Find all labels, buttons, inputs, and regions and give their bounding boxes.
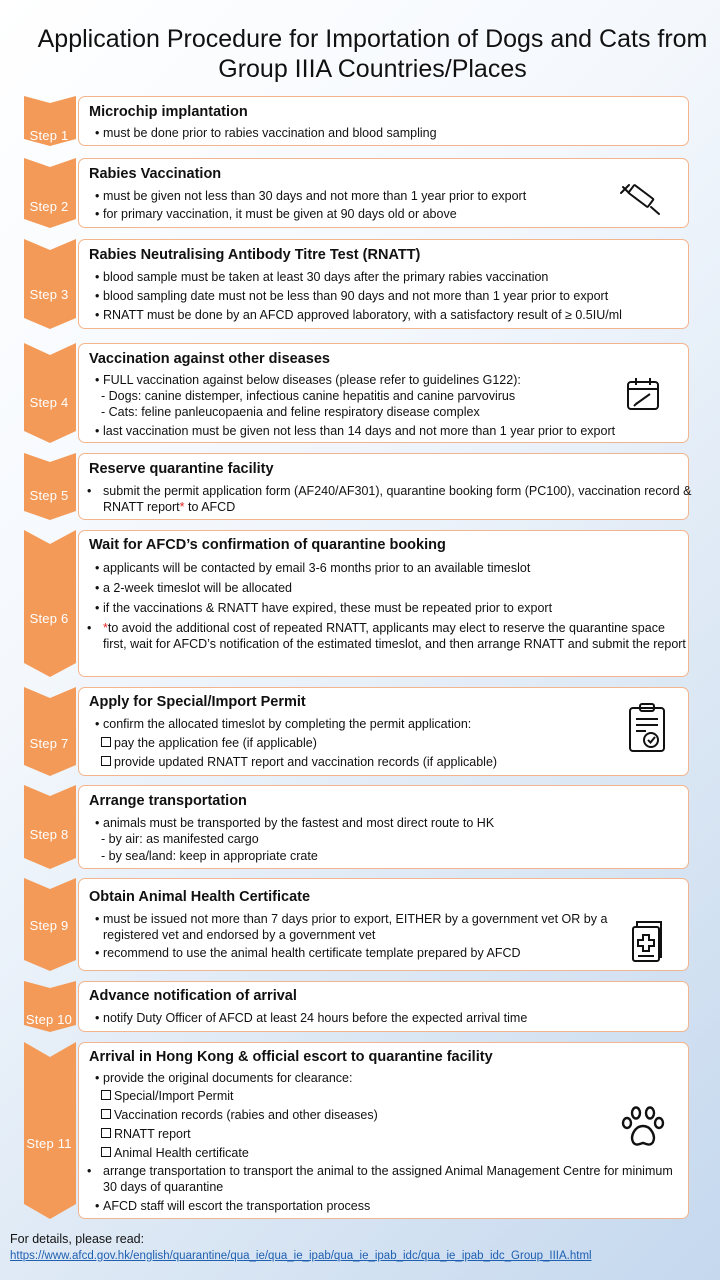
step-box (78, 687, 689, 776)
checkbox (101, 737, 111, 747)
step-1 (0, 96, 720, 146)
details-link[interactable]: https://www.afcd.gov.hk/english/quarantine/qua_ie/qua_ie_ipab/qua_ie_ipab_idc/qua_ie_ipab_idc_Group_IIIA.html (10, 1250, 592, 1262)
checkbox (101, 1109, 111, 1119)
sub-line: - Dogs: canine distemper, infectious canine hepatitis and canine parvovirus (101, 389, 516, 403)
step-heading: Rabies Neutralising Antibody Titre Test (RNATT) (89, 247, 421, 263)
step-box (78, 1042, 689, 1219)
step-label: Step 1 (29, 128, 69, 143)
step-6 (0, 530, 720, 677)
checkbox-line: pay the application fee (if applicable) (101, 735, 317, 751)
step-heading: Arrival in Hong Kong & official escort to quarantine facility (89, 1049, 493, 1065)
step-heading: Obtain Animal Health Certificate (89, 889, 311, 905)
step-3 (0, 239, 720, 329)
bullet-line: • submit the permit application form (AF240/AF301), quarantine booking form (PC100), vaccination record & RNATT report* to AFCD (87, 484, 692, 514)
step-5 (0, 453, 720, 520)
checkbox (101, 1147, 111, 1157)
step-chevron (24, 343, 76, 443)
bullet-line: • AFCD staff will escort the transportation process (95, 1199, 371, 1213)
bullet-line: • confirm the allocated timeslot by completing the permit application: (95, 717, 472, 731)
bullet-line: • recommend to use the animal health certificate template prepared by AFCD (95, 946, 521, 960)
checkbox-line: Animal Health certificate (101, 1145, 249, 1161)
step-heading: Reserve quarantine facility (89, 461, 274, 477)
step-heading: Arrange transportation (89, 793, 247, 809)
step-chevron (24, 1042, 76, 1219)
step-heading: Rabies Vaccination (89, 166, 222, 182)
bullet-line: • RNATT must be done by an AFCD approved laboratory, with a satisfactory result of ≥ 0.5IU/ml (95, 308, 622, 322)
step-4 (0, 343, 720, 443)
step-7 (0, 687, 720, 776)
bullet-line: • blood sample must be taken at least 30 days after the primary rabies vaccination (95, 270, 549, 284)
step-11 (0, 1042, 720, 1219)
bullet-line: • last vaccination must be given not less than 14 days and not more than 1 year prior to export (95, 424, 616, 438)
step-box (78, 981, 689, 1032)
step-label: Step 11 (26, 1136, 72, 1151)
step-chevron (24, 453, 76, 520)
step-chevron (24, 878, 76, 971)
step-heading: Advance notification of arrival (89, 988, 297, 1004)
step-label: Step 10 (25, 1012, 73, 1027)
step-box (78, 96, 689, 146)
step-heading: Vaccination against other diseases (89, 351, 330, 367)
bullet-line: • provide the original documents for clearance: (95, 1071, 353, 1085)
bullet-line: • if the vaccinations & RNATT have expired, these must be repeated prior to export (95, 601, 553, 615)
step-box (78, 239, 689, 329)
bullet-line: • notify Duty Officer of AFCD at least 24 hours before the expected arrival time (95, 1011, 528, 1025)
step-box (78, 158, 689, 228)
bullet-line: • blood sampling date must not be less than 90 days and not more than 1 year prior to export (95, 289, 609, 303)
step-label: Step 5 (29, 488, 69, 503)
step-heading: Wait for AFCD’s confirmation of quarantine booking (89, 537, 446, 553)
step-chevron (24, 785, 76, 869)
step-9 (0, 878, 720, 971)
checkbox-line: Vaccination records (rabies and other diseases) (101, 1107, 378, 1123)
step-chevron (24, 239, 76, 329)
sub-line: - by sea/land: keep in appropriate crate (101, 849, 318, 863)
health-certificate-icon (631, 919, 663, 968)
checkbox-line: provide updated RNATT report and vaccination records (if applicable) (101, 754, 497, 770)
bullet-line: • FULL vaccination against below diseases (please refer to guidelines G122): (95, 373, 521, 387)
bullet-line: • must be done prior to rabies vaccination and blood sampling (95, 126, 437, 140)
sub-line: - by air: as manifested cargo (101, 832, 259, 846)
checkbox (101, 1090, 111, 1100)
step-8 (0, 785, 720, 869)
bullet-line: • arrange transportation to transport the animal to the assigned Animal Management Centre for minimum 30 days of quarantine (87, 1164, 673, 1194)
bullet-line: • animals must be transported by the fastest and most direct route to HK (95, 816, 495, 830)
step-box (78, 530, 689, 677)
sub-line: - Cats: feline panleucopaenia and feline respiratory disease complex (101, 405, 480, 419)
step-chevron (24, 96, 76, 146)
step-label: Step 3 (29, 287, 69, 302)
step-2 (0, 158, 720, 228)
bullet-line: • applicants will be contacted by email 3-6 months prior to an available timeslot (95, 561, 531, 575)
page-title: Application Procedure for Importation of Dogs and Cats from Group IIIA Countries/Places (37, 25, 708, 83)
step-label: Step 6 (29, 611, 69, 626)
bullet-line: • must be given not less than 30 days and not more than 1 year prior to export (95, 189, 527, 203)
continuation-line: registered vet and endorsed by a government vet (103, 928, 376, 942)
checkbox (101, 1128, 111, 1138)
step-label: Step 8 (29, 827, 69, 842)
step-box (78, 453, 692, 520)
checkbox (101, 756, 111, 766)
step-label: Step 2 (29, 199, 69, 214)
step-chevron (24, 158, 76, 228)
step-heading: Microchip implantation (89, 104, 248, 120)
step-label: Step 4 (29, 395, 69, 410)
bullet-line: • *to avoid the additional cost of repeated RNATT, applicants may elect to reserve the quarantine space first, wait for AFCD’s notification of the estimated timeslot, and then arrange RNATT and submit the report (87, 621, 686, 651)
clipboard-checklist-icon (628, 703, 666, 758)
step-label: Step 7 (29, 736, 69, 751)
step-chevron (24, 687, 76, 776)
step-10 (0, 981, 720, 1032)
bullet-line: • must be issued not more than 7 days prior to export, EITHER by a government vet OR by a (95, 912, 608, 926)
bullet-line: • a 2-week timeslot will be allocated (95, 581, 292, 595)
syringe-icon (619, 183, 663, 224)
step-chevron (24, 981, 76, 1032)
checkbox-line: RNATT report (101, 1126, 191, 1142)
calendar-syringe-icon (625, 376, 661, 417)
footer-label: For details, please read: (10, 1232, 145, 1246)
step-chevron (24, 530, 76, 677)
checkbox-line: Special/Import Permit (101, 1088, 233, 1104)
step-heading: Apply for Special/Import Permit (89, 694, 306, 710)
step-label: Step 9 (29, 918, 69, 933)
step-box (78, 878, 689, 971)
paw-icon (621, 1106, 665, 1153)
step-box (78, 785, 689, 869)
step-box (78, 343, 689, 443)
bullet-line: • for primary vaccination, it must be given at 90 days old or above (95, 207, 457, 221)
